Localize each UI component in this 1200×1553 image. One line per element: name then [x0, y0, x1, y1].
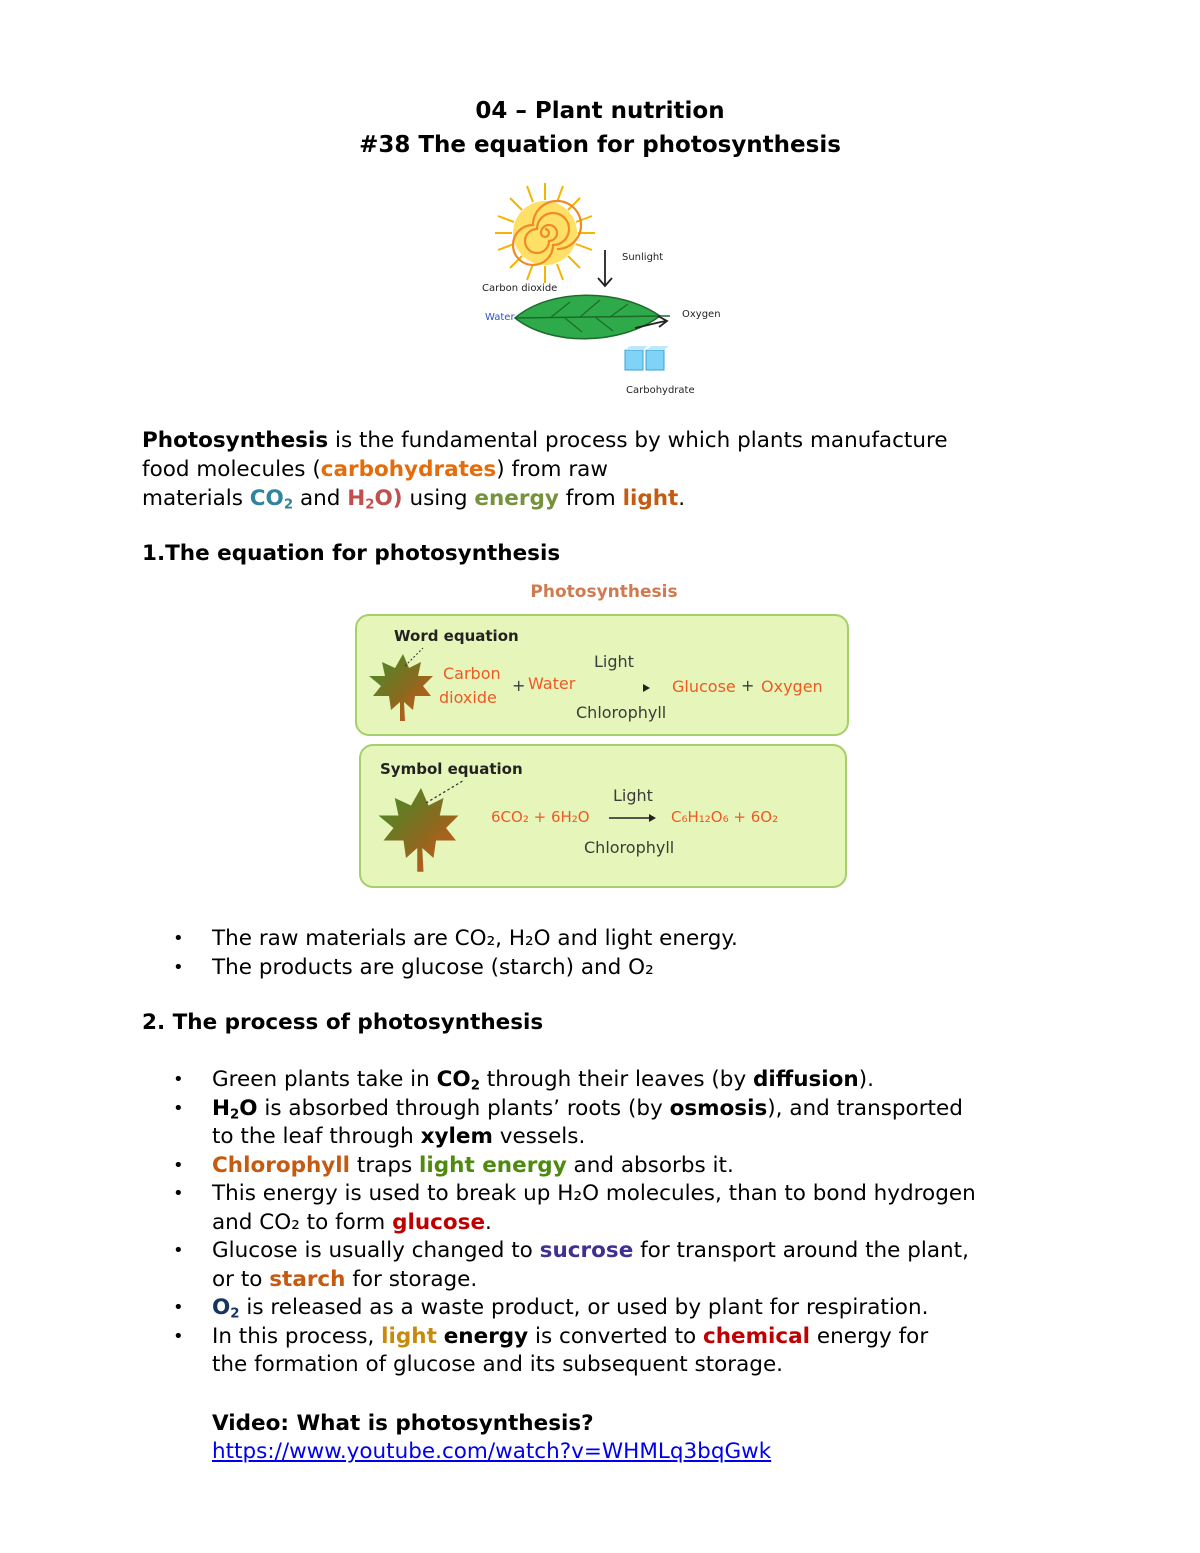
list-item: • $O_2$ is released as a waste product, or used by plant for respiration.	[170, 1294, 976, 1323]
symbol-eq-light: Light	[613, 786, 653, 805]
intro-line-2: food molecules (carbohydrates) from raw	[142, 457, 608, 482]
symbol-equation-label: Symbol equation	[380, 760, 523, 778]
word-eq-light: Light	[594, 652, 634, 671]
photosynthesis-illustration	[470, 178, 730, 403]
list-item: • Green plants take in $CO_2$ through their leaves (by diffusion).	[170, 1066, 976, 1095]
list-item: • The raw materials are CO₂, H₂O and light energy.	[170, 925, 738, 954]
symbol-equation-box	[359, 744, 847, 888]
sunlight-label: Sunlight	[622, 252, 664, 263]
list-item: • The products are glucose (starch) and O₂	[170, 954, 738, 983]
word-eq-arrow-icon	[643, 684, 650, 692]
list-item: • Chlorophyll traps light energy and absorbs it.	[170, 1152, 976, 1181]
leaf-icon	[515, 295, 670, 339]
co2-term: $CO_2$	[249, 486, 294, 513]
topic-title: #38 The equation for photosynthesis	[359, 132, 841, 158]
sun-icon	[495, 183, 595, 283]
section-1-bullets	[170, 925, 738, 982]
word-equation-box	[355, 614, 849, 736]
list-item: • Glucose is usually changed to sucrose for transport around the plant, or to starch for storage.	[170, 1237, 976, 1294]
section-2-bullets	[170, 1066, 976, 1380]
o2-term: $O_2$	[212, 1295, 240, 1322]
h2o-term: $H_2O$)	[347, 486, 403, 513]
word-eq-chlorophyll: Chlorophyll	[576, 703, 667, 722]
word-eq-dioxide: dioxide	[439, 688, 497, 707]
section-2-heading: 2. The process of photosynthesis	[142, 1010, 544, 1035]
video-link[interactable]: https://www.youtube.com/watch?v=WHMLq3bqGwk	[212, 1439, 772, 1464]
video-label: Video: What is photosynthesis?	[212, 1411, 594, 1436]
oxygen-label: Oxygen	[682, 309, 721, 320]
symbol-eq-reactants: 6CO₂ + 6H₂O	[491, 808, 590, 826]
video-link-row	[212, 1437, 771, 1466]
equation-figure-title: Photosynthesis	[530, 582, 678, 602]
water-label: Water	[485, 312, 515, 323]
symbol-eq-chlorophyll: Chlorophyll	[584, 838, 675, 857]
word-equation-label: Word equation	[394, 627, 519, 645]
symbol-eq-products: C₆H₁₂O₆ + 6O₂	[671, 808, 779, 826]
energy-term: energy	[474, 486, 559, 511]
maple-leaf-icon	[371, 778, 471, 878]
word-eq-glucose: Glucose	[672, 677, 736, 696]
word-eq-plus-2: +	[741, 676, 755, 695]
maple-leaf-icon	[363, 646, 443, 726]
list-item: • In this process, light energy is converted to chemical energy for the formation of glucose and its subsequent storage.	[170, 1323, 976, 1380]
carbohydrates-term: carbohydrates	[320, 457, 497, 482]
list-item: • This energy is used to break up H₂O molecules, than to bond hydrogen and CO₂ to form glucose.	[170, 1180, 976, 1237]
list-item: • $H_2O$ is absorbed through plants’ roots (by osmosis), and transported to the leaf through xylem vessels.	[170, 1095, 976, 1152]
intro-line-3: materials $CO_2$ and $H_2O$) using energy from light.	[142, 486, 686, 513]
h2o-term: $H_2O$	[212, 1095, 258, 1123]
carbon-dioxide-label: Carbon dioxide	[482, 283, 558, 294]
word-eq-plus-1: +	[512, 676, 526, 695]
word-eq-carbon: Carbon	[443, 664, 501, 683]
word-eq-oxygen: Oxygen	[761, 677, 823, 696]
light-term: light	[622, 486, 679, 511]
sunlight-arrow-icon	[598, 250, 612, 286]
chapter-title: 04 – Plant nutrition	[475, 98, 725, 124]
word-eq-water: Water	[528, 674, 576, 693]
co2-term: $CO_2$	[436, 1067, 480, 1094]
carbohydrate-cubes-icon	[625, 346, 669, 370]
intro-line-1: Photosynthesis is the fundamental process by which plants manufacture	[142, 428, 948, 453]
carbohydrate-label: Carbohydrate	[626, 385, 695, 396]
symbol-eq-arrow-icon	[609, 812, 657, 824]
photosynthesis-term: Photosynthesis	[142, 428, 329, 453]
section-1-heading: 1.The equation for photosynthesis	[142, 541, 561, 566]
